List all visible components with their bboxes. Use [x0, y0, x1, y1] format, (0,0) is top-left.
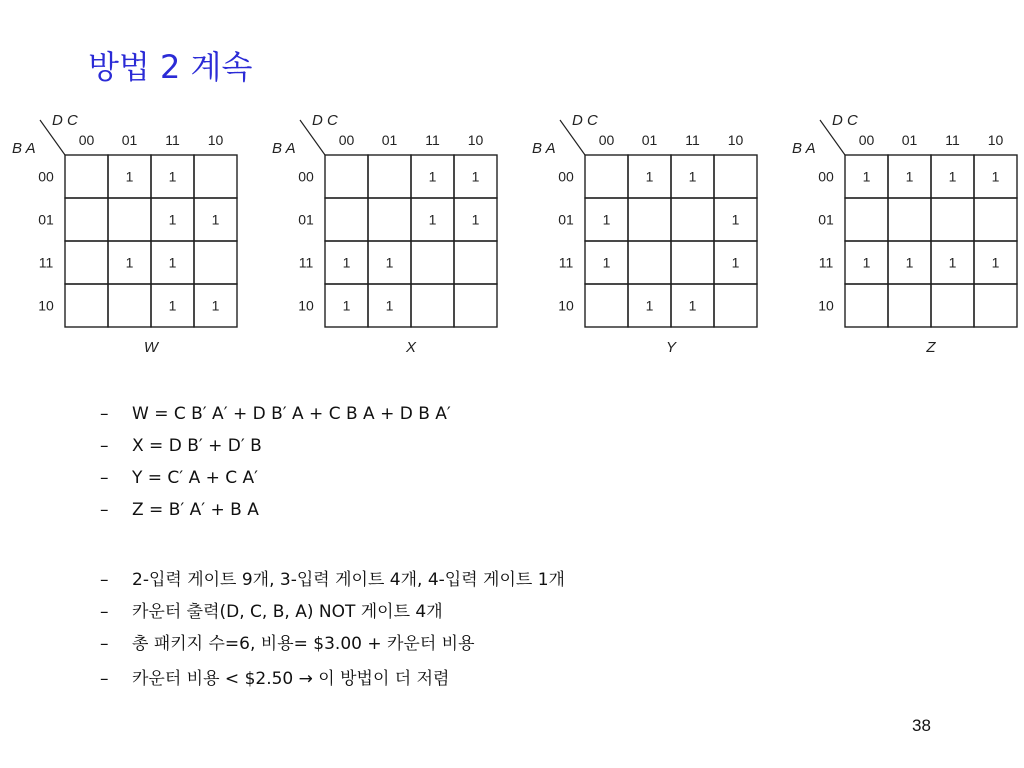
kmap-row-header: 01 — [558, 211, 574, 228]
kmap-row-header: 10 — [558, 297, 574, 314]
kmap-cell — [108, 198, 151, 241]
kmap-row-header: 01 — [298, 211, 314, 228]
kmap-w — [10, 110, 250, 360]
kmap-cell — [845, 284, 888, 327]
kmap-svg — [10, 110, 250, 360]
kmap-cell — [585, 155, 628, 198]
bullet-dash: – — [100, 570, 109, 590]
kmap-row-header: 10 — [298, 297, 314, 314]
note-text: 총 패키지 수=6, 비용= $3.00 + 카운터 비용 — [132, 634, 475, 654]
kmap-cell — [65, 155, 108, 198]
notes-list — [100, 564, 565, 695]
equation-text: Z = B′ A′ + B A — [132, 500, 259, 520]
kmap-y — [530, 110, 770, 360]
kmap-cell-value: 1 — [905, 254, 914, 271]
kmap-cell-value: 1 — [602, 211, 611, 228]
kmap-cell — [671, 241, 714, 284]
kmap-cell-value: 1 — [168, 254, 177, 271]
slide-title: 방법 2 계속 — [88, 48, 253, 86]
kmap-row-header: 10 — [38, 297, 54, 314]
kmap-col-header: 00 — [598, 132, 615, 148]
kmap-row-header: 11 — [38, 254, 54, 271]
note-text: 카운터 출력(D, C, B, A) NOT 게이트 4개 — [132, 602, 443, 622]
kmap-cell — [368, 155, 411, 198]
kmap-row-header: 11 — [818, 254, 834, 271]
bullet-dash: – — [100, 500, 109, 520]
kmap-output-name: Y — [665, 339, 677, 356]
kmap-cell-value: 1 — [731, 254, 740, 271]
kmap-cell — [411, 284, 454, 327]
bullet-dash: – — [100, 634, 109, 654]
kmap-cell — [65, 284, 108, 327]
kmap-col-header: 10 — [467, 132, 484, 148]
kmap-cell-value: 1 — [991, 254, 1000, 271]
kmap-cell — [585, 284, 628, 327]
kmap-cell — [931, 198, 974, 241]
kmap-output-name: X — [405, 339, 417, 356]
kmap-row-header: 10 — [818, 297, 834, 314]
kmap-cell — [888, 198, 931, 241]
kmap-row-var-label: B A — [12, 140, 36, 157]
equation-text: X = D B′ + D′ B — [132, 436, 262, 456]
kmap-cell — [65, 198, 108, 241]
kmap-cell-value: 1 — [645, 168, 654, 185]
kmap-col-header: 11 — [165, 132, 180, 148]
kmap-row-var-label: B A — [532, 140, 556, 157]
kmap-col-var-label: D C — [312, 112, 338, 129]
kmap-svg — [790, 110, 1024, 360]
kmap-cell — [931, 284, 974, 327]
kmap-col-header: 11 — [425, 132, 440, 148]
kmap-row-header: 00 — [558, 168, 574, 185]
kmap-row-header: 11 — [558, 254, 574, 271]
equation-item — [100, 430, 451, 462]
note-item — [100, 663, 565, 695]
kmap-cell-value: 1 — [428, 211, 437, 228]
kmap-col-var-label: D C — [52, 112, 78, 129]
kmap-cell-value: 1 — [471, 168, 480, 185]
note-item — [100, 596, 565, 628]
kmap-cell — [888, 284, 931, 327]
kmap-cell-value: 1 — [211, 297, 220, 314]
equation-item — [100, 462, 451, 494]
kmap-col-header: 01 — [641, 132, 658, 148]
kmap-cell-value: 1 — [125, 168, 134, 185]
equation-text: Y = C′ A + C A′ — [132, 468, 259, 488]
kmap-cell-value: 1 — [168, 211, 177, 228]
kmap-cell — [325, 155, 368, 198]
kmap-cell-value: 1 — [991, 168, 1000, 185]
kmap-cell-value: 1 — [602, 254, 611, 271]
kmap-cell — [194, 155, 237, 198]
kmap-col-header: 10 — [727, 132, 744, 148]
kmap-svg — [270, 110, 510, 360]
note-item — [100, 628, 565, 660]
kmap-cell-value: 1 — [125, 254, 134, 271]
kmap-row-header: 00 — [38, 168, 54, 185]
page-number: 38 — [912, 716, 931, 735]
kmap-cell — [368, 198, 411, 241]
kmap-cell — [628, 198, 671, 241]
kmap-cell — [454, 241, 497, 284]
kmap-cell — [454, 284, 497, 327]
kmap-col-var-label: D C — [832, 112, 858, 129]
kmap-cell-value: 1 — [428, 168, 437, 185]
kmap-col-header: 01 — [121, 132, 138, 148]
kmap-cell-value: 1 — [862, 168, 871, 185]
kmap-cell — [325, 198, 368, 241]
kmap-cell — [628, 241, 671, 284]
kmap-output-name: W — [143, 339, 159, 356]
kmap-col-header: 00 — [338, 132, 355, 148]
kmap-cell — [714, 155, 757, 198]
kmap-col-header: 01 — [381, 132, 398, 148]
kmap-row-header: 01 — [38, 211, 54, 228]
kmap-cell-value: 1 — [471, 211, 480, 228]
kmap-cell-value: 1 — [168, 168, 177, 185]
bullet-dash: – — [100, 404, 109, 424]
kmap-cell-value: 1 — [731, 211, 740, 228]
kmap-cell — [974, 198, 1017, 241]
kmap-z — [790, 110, 1024, 360]
kmap-row-var-label: B A — [792, 140, 816, 157]
bullet-dash: – — [100, 436, 109, 456]
kmap-col-header: 11 — [945, 132, 960, 148]
kmap-cell — [714, 284, 757, 327]
kmap-cell-value: 1 — [862, 254, 871, 271]
kmap-col-header: 00 — [858, 132, 875, 148]
equation-item — [100, 398, 451, 430]
kmap-cell — [974, 284, 1017, 327]
kmap-col-header: 00 — [78, 132, 95, 148]
kmap-col-header: 11 — [685, 132, 700, 148]
kmap-output-name: Z — [926, 339, 936, 356]
kmap-row-header: 00 — [298, 168, 314, 185]
kmap-cell-value: 1 — [948, 168, 957, 185]
kmap-cell-value: 1 — [211, 211, 220, 228]
kmap-cell-value: 1 — [385, 254, 394, 271]
note-text: 카운터 비용 < $2.50 → 이 방법이 더 저렴 — [132, 669, 450, 689]
kmap-cell — [411, 241, 454, 284]
kmap-col-var-label: D C — [572, 112, 598, 129]
kmap-col-header: 10 — [987, 132, 1004, 148]
kmap-cell-value: 1 — [385, 297, 394, 314]
equation-item — [100, 494, 451, 526]
kmap-cell-value: 1 — [168, 297, 177, 314]
kmap-cell-value: 1 — [948, 254, 957, 271]
kmap-cell-value: 1 — [905, 168, 914, 185]
kmap-cell-value: 1 — [342, 297, 351, 314]
equation-text: W = C B′ A′ + D B′ A + C B A + D B A′ — [132, 404, 451, 424]
kmap-cell — [108, 284, 151, 327]
equation-list — [100, 398, 451, 526]
kmap-cell-value: 1 — [688, 297, 697, 314]
kmap-cell — [194, 241, 237, 284]
bullet-dash: – — [100, 669, 109, 689]
kmap-cell-value: 1 — [688, 168, 697, 185]
note-text: 2-입력 게이트 9개, 3-입력 게이트 4개, 4-입력 게이트 1개 — [132, 570, 565, 590]
kmap-cell — [671, 198, 714, 241]
kmap-cell — [845, 198, 888, 241]
kmap-x — [270, 110, 510, 360]
note-item — [100, 564, 565, 596]
kmap-row-header: 01 — [818, 211, 834, 228]
kmap-svg — [530, 110, 770, 360]
kmap-cell — [65, 241, 108, 284]
kmap-col-header: 01 — [901, 132, 918, 148]
kmap-row-header: 00 — [818, 168, 834, 185]
kmap-cell-value: 1 — [342, 254, 351, 271]
kmap-row-header: 11 — [298, 254, 314, 271]
kmap-row-var-label: B A — [272, 140, 296, 157]
bullet-dash: – — [100, 468, 109, 488]
kmap-cell-value: 1 — [645, 297, 654, 314]
bullet-dash: – — [100, 602, 109, 622]
kmap-col-header: 10 — [207, 132, 224, 148]
